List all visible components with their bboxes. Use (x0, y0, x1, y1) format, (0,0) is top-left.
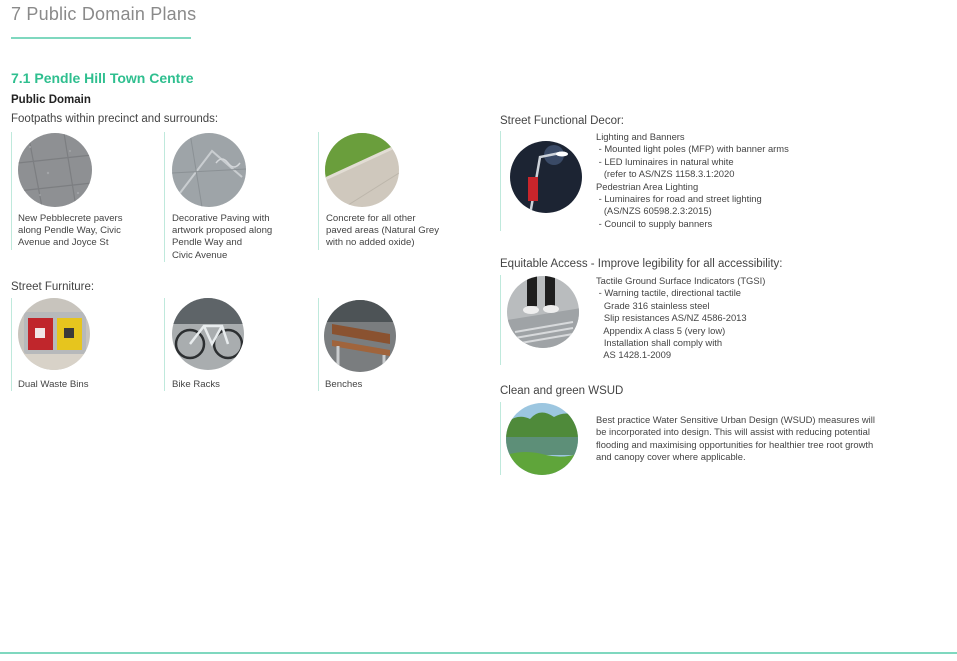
divider-line (11, 132, 12, 250)
equitable-access-label: Equitable Access - Improve legibility for all accessibility: (500, 258, 783, 270)
wsud-label: Clean and green WSUD (500, 385, 624, 397)
chapter-underline (11, 37, 191, 39)
divider-line (164, 132, 165, 262)
street-decor-text: Lighting and Banners - Mounted light poles (MFP) with banner arms - LED luminaires in natural white (refer to AS/NZS 1158.3.1:2020 Pedestrian Area Lighting - Luminaires for road and street lighting (AS/NZS 60598.2.3:2015) - Council to supply banners (596, 131, 789, 229)
benches-caption: Benches (325, 379, 363, 390)
footpaths-label: Footpaths within precinct and surrounds: (11, 113, 219, 125)
divider-line (500, 131, 501, 231)
wsud-wetland-photo (506, 403, 578, 475)
footer-rule (0, 652, 957, 654)
section-title: 7.1 Pendle Hill Town Centre (11, 70, 194, 86)
street-furniture-label: Street Furniture: (11, 281, 95, 293)
divider-line (164, 298, 165, 391)
pebblecrete-paver-photo (18, 133, 92, 207)
decorative-paving-photo (172, 133, 246, 207)
bike-racks-caption: Bike Racks (172, 379, 220, 390)
tactile-indicators-photo (507, 276, 579, 348)
divider-line (500, 402, 501, 475)
waste-bins-caption: Dual Waste Bins (18, 379, 89, 390)
decorative-paving-caption: Decorative Paving with artwork proposed along Pendle Way and Civic Avenue (172, 213, 273, 261)
divider-line (318, 298, 319, 391)
dual-waste-bins-photo (18, 298, 90, 370)
public-domain-heading: Public Domain (11, 94, 91, 106)
bike-racks-photo (172, 298, 244, 370)
concrete-footpath-photo (325, 133, 399, 207)
divider-line (11, 298, 12, 391)
chapter-title: 7 Public Domain Plans (11, 4, 197, 24)
equitable-access-text: Tactile Ground Surface Indicators (TGSI) - Warning tactile, directional tactile Grade 316 stainless steel Slip resistances AS/NZ 4586-2013 Appendix A class 5 (very low) Installation shall comply with AS 1428.1-2009 (596, 275, 766, 361)
pebblecrete-caption: New Pebblecrete pavers along Pendle Way, Civic Avenue and Joyce St (18, 213, 123, 249)
street-decor-label: Street Functional Decor: (500, 115, 625, 127)
concrete-caption: Concrete for all other paved areas (Natural Grey with no added oxide) (326, 213, 440, 249)
wsud-text: Best practice Water Sensitive Urban Design (WSUD) measures will be incorporated into design. This will assist with reducing potential flooding and maximising opportunities for healthier tree root growth and canopy cover where applicable. (596, 414, 875, 463)
bench-photo (324, 300, 396, 372)
divider-line (318, 132, 319, 250)
street-light-photo (510, 141, 582, 213)
divider-line (500, 275, 501, 365)
